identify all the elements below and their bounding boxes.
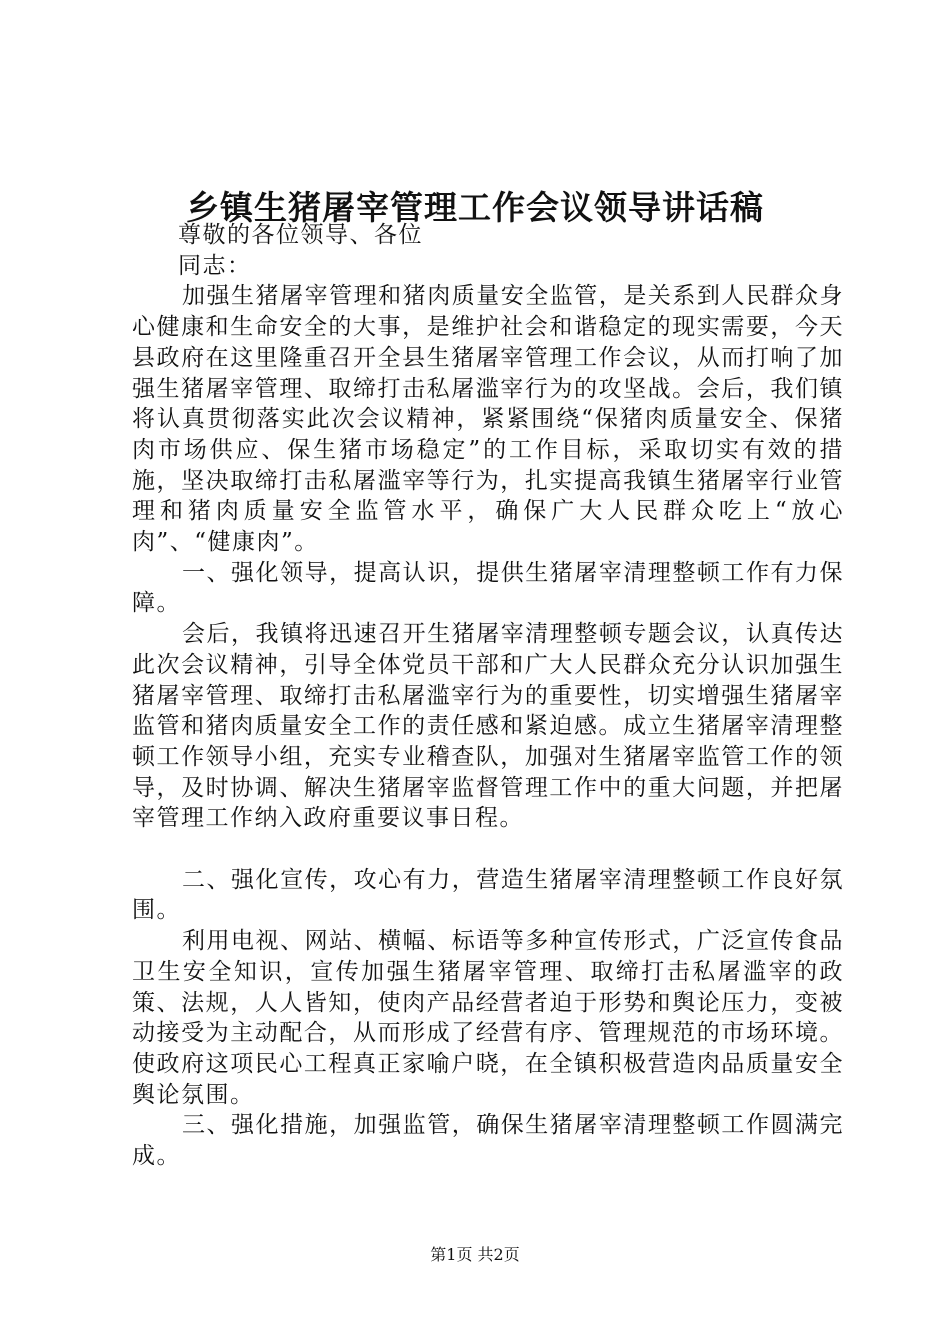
section-heading-3: 三、强化措施，加强监管，确保生猪屠宰清理整顿工作圆满完成。 — [132, 1112, 844, 1170]
greeting-line-1: 尊敬的各位领导、各位 — [178, 222, 423, 248]
paragraph-section-2: 利用电视、网站、横幅、标语等多种宣传形式，广泛宣传食品卫生安全知识，宣传加强生猪屠宰管理、取缔打击私屠滥宰的政策、法规，人人皆知，使肉产品经营者迫于形势和舆论压力，变被动接受为主动配合，从而形成了经营有序、管理规范的市场环境。使政府这项民心工程真正家喻户晓，在全镇积极营造肉品质量安全舆论氛围。 — [132, 928, 844, 1108]
paragraph-intro: 加强生猪屠宰管理和猪肉质量安全监管，是关系到人民群众身心健康和生命安全的大事，是维护社会和谐稳定的现实需要，今天县政府在这里隆重召开全县生猪屠宰管理工作会议，从而打响了加强生猪屠宰管理、取缔打击私屠滥宰行为的攻坚战。会后，我们镇将认真贯彻落实此次会议精神，紧紧围绕“保猪肉质量安全、保猪肉市场供应、保生猪市场稳定”的工作目标，采取切实有效的措施，坚决取缔打击私屠滥宰等行为，扎实提高我镇生猪屠宰行业管理和猪肉质量安全监管水平，确保广大人民群众吃上“放心肉”、“健康肉”。 — [132, 283, 844, 556]
section-heading-2: 二、强化宣传，攻心有力，营造生猪屠宰清理整顿工作良好氛围。 — [132, 866, 844, 924]
page-footer: 第1页 共2页 — [430, 1245, 520, 1264]
document-body — [132, 220, 844, 1172]
document-title: 乡镇生猪屠宰管理工作会议领导讲话稿 — [186, 188, 764, 227]
section-heading-1: 一、强化领导，提高认识，提供生猪屠宰清理整顿工作有力保障。 — [132, 559, 844, 617]
paragraph-spacer — [132, 834, 844, 865]
paragraph-section-1: 会后，我镇将迅速召开生猪屠宰清理整顿专题会议，认真传达此次会议精神，引导全体党员干部和广大人民群众充分认识加强生猪屠宰管理、取缔打击私屠滥宰行为的重要性，切实增强生猪屠宰监管和猪肉质量安全工作的责任感和紧迫感。成立生猪屠宰清理整顿工作领导小组，充实专业稽查队，加强对生猪屠宰监管工作的领导，及时协调、解决生猪屠宰监督管理工作中的重大问题，并把屠宰管理工作纳入政府重要议事日程。 — [132, 621, 844, 832]
greeting-line-2: 同志： — [178, 252, 252, 279]
